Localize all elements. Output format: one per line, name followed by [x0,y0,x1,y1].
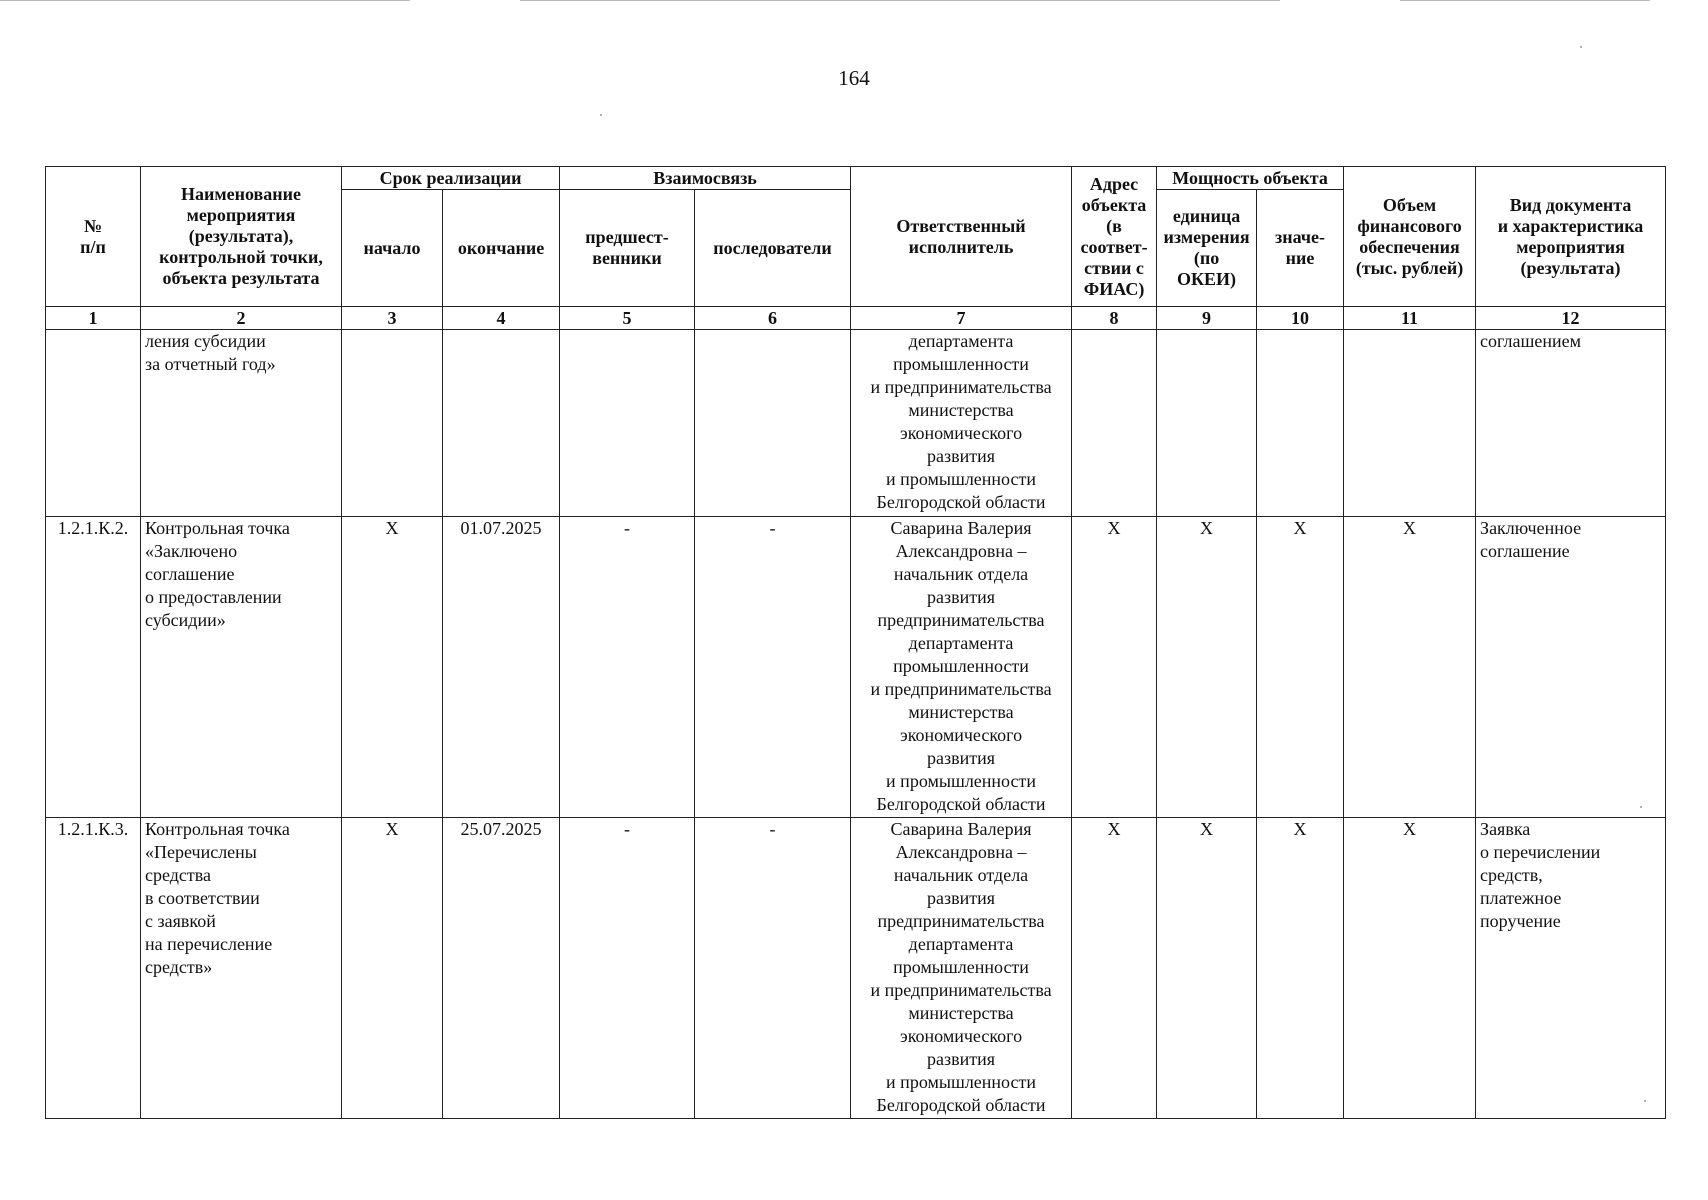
cell-finance: X [1344,818,1476,1119]
header-term: Срок реализации [342,167,560,190]
cell-address: X [1072,818,1157,1119]
cell-start: X [342,818,443,1119]
cell-end: 01.07.2025 [443,517,560,818]
cell-value: X [1257,517,1344,818]
table-row [46,517,1666,818]
cell-address [1072,330,1157,517]
cell-predecessors: - [560,818,695,1119]
table-row [46,330,1666,517]
scan-speck [1644,1100,1646,1102]
cell-successors: - [695,818,851,1119]
cell-address: X [1072,517,1157,818]
cell-successors [695,330,851,517]
scan-edge-left [0,0,410,1]
scan-speck [1580,46,1582,48]
cell-predecessors [560,330,695,517]
cell-num [46,330,141,517]
column-number: 1 [46,307,141,330]
scan-edge-right [1400,0,1650,1]
column-number: 10 [1257,307,1344,330]
header-executor: Ответственный исполнитель [851,167,1072,307]
column-number-row [46,307,1666,330]
column-number: 11 [1344,307,1476,330]
cell-name: ления субсидии за отчетный год» [141,330,342,517]
scan-speck [600,114,602,116]
cell-num: 1.2.1.К.3. [46,818,141,1119]
header-name: Наименование мероприятия (результата), контрольной точки, объекта результата [141,167,342,307]
page-number: 164 [838,66,870,90]
cell-name: Контрольная точка «Перечислены средства в соответствии с заявкой на перечисление средств» [141,818,342,1119]
header-unit: единица измерения (по ОКЕИ) [1157,190,1257,307]
scan-speck [1640,806,1642,808]
cell-executor: Саварина Валерия Александровна – начальник отдела развития предпринимательства департамента промышленности и предпринимательства министерства экономического развития и промышленности Белгородской области [851,517,1072,818]
header-doc: Вид документа и характеристика мероприятия (результата) [1476,167,1666,307]
header-address: Адрес объекта (в соответ- ствии с ФИАС) [1072,167,1157,307]
cell-doc: Заявка о перечислении средств, платежное поручение [1476,818,1666,1119]
column-number: 5 [560,307,695,330]
cell-doc: Заключенное соглашение [1476,517,1666,818]
header-successors: последователи [695,190,851,307]
cell-successors: - [695,517,851,818]
header-relation: Взаимосвязь [560,167,851,190]
header-num: № п/п [46,167,141,307]
column-number: 8 [1072,307,1157,330]
header-row-groups [46,167,1666,190]
cell-finance [1344,330,1476,517]
plan-table [45,166,1666,1119]
cell-executor: департамента промышленности и предпринимательства министерства экономического развития и промышленности Белгородской области [851,330,1072,517]
cell-end: 25.07.2025 [443,818,560,1119]
cell-unit: X [1157,517,1257,818]
cell-start: X [342,517,443,818]
column-number: 7 [851,307,1072,330]
cell-value [1257,330,1344,517]
cell-start [342,330,443,517]
header-start: начало [342,190,443,307]
column-number: 12 [1476,307,1666,330]
column-number: 3 [342,307,443,330]
table-row [46,818,1666,1119]
cell-doc: соглашением [1476,330,1666,517]
cell-unit [1157,330,1257,517]
cell-value: X [1257,818,1344,1119]
column-number: 4 [443,307,560,330]
cell-finance: X [1344,517,1476,818]
scan-edge-center [520,0,1280,1]
cell-executor: Саварина Валерия Александровна – начальник отдела развития предпринимательства департамента промышленности и предпринимательства министерства экономического развития и промышленности Белгородской области [851,818,1072,1119]
header-capacity: Мощность объекта [1157,167,1344,190]
header-end: окончание [443,190,560,307]
column-number: 6 [695,307,851,330]
header-value: значе- ние [1257,190,1344,307]
header-finance: Объем финансового обеспечения (тыс. рублей) [1344,167,1476,307]
cell-name: Контрольная точка «Заключено соглашение о предоставлении субсидии» [141,517,342,818]
column-number: 9 [1157,307,1257,330]
cell-unit: X [1157,818,1257,1119]
cell-end [443,330,560,517]
cell-num: 1.2.1.К.2. [46,517,141,818]
header-predecessors: предшест- венники [560,190,695,307]
column-number: 2 [141,307,342,330]
cell-predecessors: - [560,517,695,818]
